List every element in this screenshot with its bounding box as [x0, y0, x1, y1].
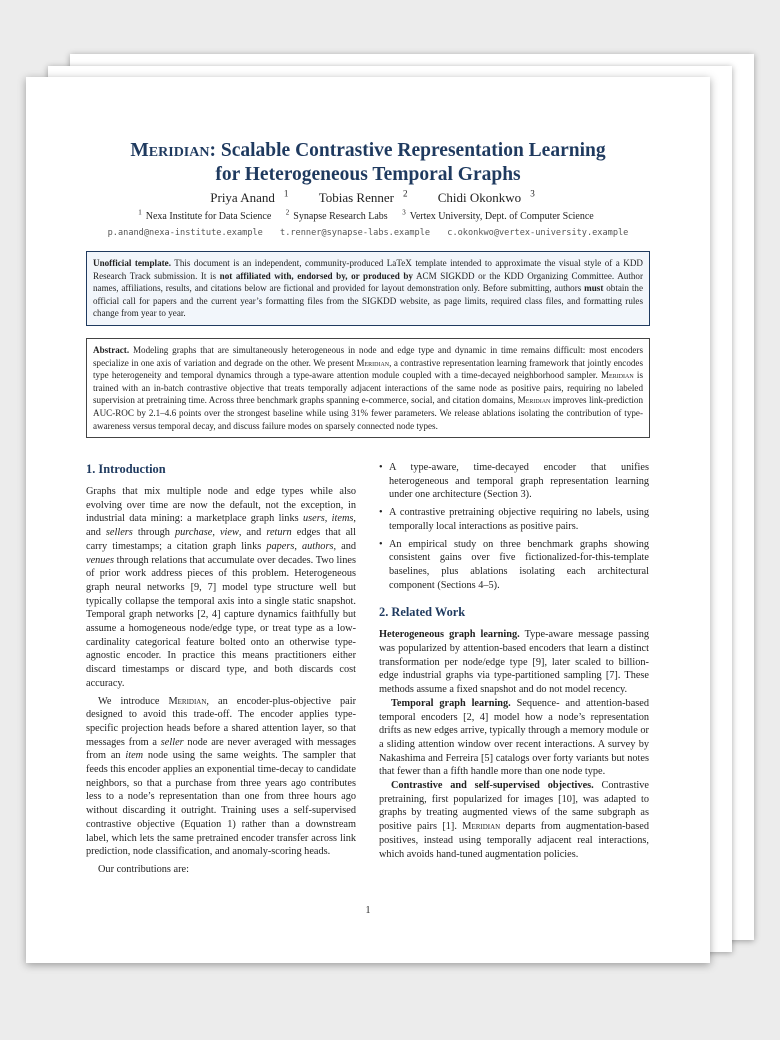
abstract-label: Abstract. — [93, 345, 130, 355]
list-item: • A type-aware, time-decayed encoder that unifies heterogeneous and temporal graph representation learning under one architecture (Section 3). — [379, 461, 649, 502]
list-item: • An empirical study on three benchmark graphs showing consistent gains over five fictionalized-for-this-template baselines, plus ablations isolating each architectural component (Sections 4–5). — [379, 538, 649, 593]
title-method-name: Meridian — [130, 140, 210, 161]
affiliation-list — [26, 208, 710, 222]
template-notice-box: Unofficial template. This document is an independent, community-produced LaTeX template intended to approximate the visual style of a KDD Research Track submission. It is not affiliated with, endorsed by, or produced by ACM SIGKDD or the KDD Organizing Committee. Author names, affiliations, results, and citations below are fictional and provided for layout demonstration only. Before submitting, authors must obtain the official call for papers and the current year’s formatting files from the SIGKDD website, as page limits, required class files, and formatting rules change from year to year. — [86, 251, 650, 326]
notice-label: Unofficial template. — [93, 258, 171, 268]
affiliation: $^2$ Synapse Research Labs — [285, 208, 388, 222]
paper-page — [26, 77, 710, 963]
title-line2: for Heterogeneous Temporal Graphs — [215, 164, 521, 185]
title-line1: : Scalable Contrastive Representation Learning — [209, 140, 606, 161]
email: c.okonkwo@vertex-university.example — [447, 228, 629, 238]
intro-paragraph-2: We introduce Meridian, an encoder-plus-objective pair designed to avoid this trade-off. The encoder applies type-specific projection heads before a shared attention layer, so that messages from a seller node are never averaged with messages from an item node using the same weights. The sampler that feeds this encoder applies an exponential time-decay to candidate neighbors, so that a purchase from three years ago contributes less to a node’s representation than one from three hours ago without discarding it outright. Training uses a self-supervised contrastive objective (Equation 1) rather than a downstream label, which lets the same pretrained encoder transfer across link prediction, node classification, and anomaly-scoring heads. — [86, 695, 357, 858]
related-paragraph-1: Heterogeneous graph learning. Type-aware message passing was popularized by attention-based encoders that learn a distinct transformation per node/edge type [9], later scaled to billion-edge industrial graphs via type-partitioned sampling [7]. These methods assume a fixed snapshot and do not model recency. — [379, 629, 649, 696]
contribution-list — [379, 461, 649, 592]
right-column — [379, 461, 649, 861]
intro-paragraph-3: Our contributions are: — [98, 863, 189, 875]
affiliation: $^3$ Vertex University, Dept. of Computer Science — [402, 208, 594, 222]
section-heading-related-work: 2. Related Work — [379, 605, 466, 620]
email: t.renner@synapse-labs.example — [280, 228, 431, 238]
email-list — [26, 228, 710, 238]
affiliation: $^1$ Nexa Institute for Data Science — [138, 208, 272, 222]
abstract-box: Abstract. Modeling graphs that are simultaneously heterogeneous in node and edge type and dynamic in time remains difficult: most encoders specialize in one axis of variation and degrade on the other. We present Meridian, a contrastive representation learning framework that jointly encodes type heterogeneity and temporal dynamics through a type-aware attention module coupled with a time-decayed neighborhood sampler. Meridian is trained with an in-batch contrastive objective that treats temporally adjacent interactions of the same node as positive pairs, requiring no labeled supervision at pretraining time. Across three benchmark graphs spanning e-commerce, social, and citation domains, Meridian improves link-prediction AUC-ROC by 2.1–4.6 points over the strongest baseline while using 31% fewer parameters. We release ablations isolating the contribution of type-awareness versus temporal decay, and discuss failure modes on sparsely connected node types. — [86, 338, 650, 438]
intro-paragraph-1: Graphs that mix multiple node and edge types while also evolving over time are now the default, not the exception, in industrial data mining: a marketplace graph links users, items, and sellers through purchase, view, and return edges that all carry timestamps; a citation graph links papers, authors, and venues through relations that accumulate over decades. Two lines of prior work address pieces of this problem. Heterogeneous graph neural networks [9, 7] model type structure well but typically collapse the temporal axis into a single static snapshot. Temporal graph networks [2, 4] capture dynamics faithfully but assume a homogeneous node/edge type, or treat type as a low-cardinality categorical feature bolted onto an otherwise type-agnostic encoder. In practice this means practitioners either discard timestamps or discard type, and both discards cost accuracy. — [86, 486, 357, 689]
page-number: 1 — [365, 905, 371, 916]
related-paragraph-2: Temporal graph learning. Sequence- and attention-based temporal encoders [2, 4] model how a node’s representation drifts as new edges arrive, typically through a memory module or a sliding attention window over recent interactions. A survey by Nakashima and Ferreira [5] catalogs over forty variants but notes that fewer than a fifth handle more than one node type. — [379, 697, 650, 778]
paper-title — [26, 139, 710, 187]
author: Chidi Okonkwo $^3$ — [437, 188, 535, 205]
list-item: • A contrastive pretraining objective requiring no labels, using temporally local interactions as positive pairs. — [379, 506, 649, 533]
author: Priya Anand $^1$ — [210, 188, 289, 205]
author-list — [26, 190, 710, 206]
author: Tobias Renner $^2$ — [318, 188, 408, 205]
related-paragraph-3: Contrastive and self-supervised objectives. Contrastive pretraining, first popularized for images [10], was adapted to graphs by treating augmented views of the same subgraph as positive pairs [1]. Meridian departs from augmentation-based positives, instead using temporally adjacent real interactions, which avoids hand-tuned augmentation policies. — [379, 780, 650, 860]
left-column — [86, 461, 356, 877]
email: p.anand@nexa-institute.example — [107, 228, 263, 238]
section-heading-introduction: 1. Introduction — [86, 462, 166, 476]
